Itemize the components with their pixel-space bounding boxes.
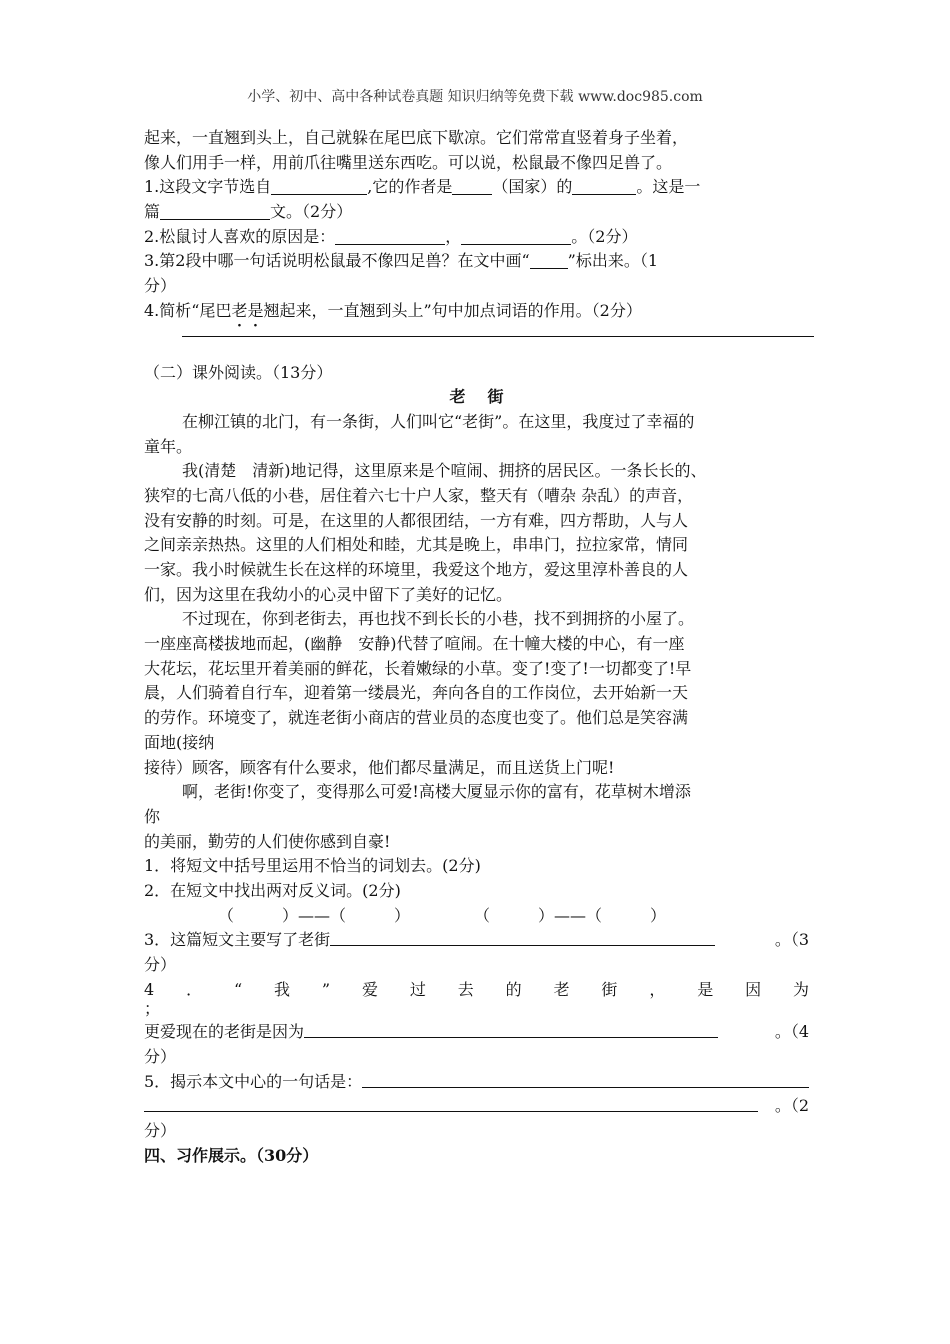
- reading-question-3: 3．这篇短文主要写了老街 。（3: [144, 930, 809, 950]
- reading-question-5: 5．揭示本文中心的一句话是：: [144, 1070, 809, 1095]
- article-title: 老街: [449, 387, 526, 407]
- answer-blank[interactable]: [461, 227, 571, 245]
- semicolon: ；: [144, 999, 161, 1019]
- article-line: 我(清楚 清新)地记得，这里原来是个喧闹、拥挤的居民区。一条长长的、: [182, 461, 707, 481]
- answer-blank[interactable]: [304, 1020, 718, 1038]
- article-line: 晨，人们骑着自行车，迎着第一缕晨光，奔向各自的工作岗位，去开始新一天: [144, 683, 689, 703]
- article-line: 的美丽，勤劳的人们使你感到自豪!: [144, 831, 391, 851]
- article-line: 不过现在，你到老街去，再也找不到长长的小巷，找不到拥挤的小屋了。: [182, 609, 695, 629]
- reading-question-4-end: 分）: [144, 1047, 177, 1067]
- answer-blank[interactable]: [160, 202, 270, 220]
- exam-content: [144, 126, 809, 1169]
- article-line: 啊，老街!你变了，变得那么可爱!高楼大厦显示你的富有，花草树木增添: [182, 782, 691, 802]
- question-1: 1.这段文字节选自 ,它的作者是 （国家）的 。这是一: [144, 177, 701, 197]
- reading-question-4: 4 ． “ 我 ” 爱 过 去 的 老 街 ， 是 因 为: [144, 979, 809, 999]
- antonym-blanks[interactable]: （ ）——（ ） （ ）——（ ）: [218, 905, 667, 925]
- reading-question-4-cont: 更爱现在的老街是因为 。（4: [144, 1022, 809, 1042]
- reading-question-5-cont: 。（2: [144, 1094, 809, 1119]
- answer-blank[interactable]: [144, 1094, 758, 1112]
- article-line: 接待）顾客，顾客有什么要求，他们都尽量满足，而且送货上门呢!: [144, 757, 615, 777]
- article-line: 在柳江镇的北门，有一条街，人们叫它“老街”。在这里，我度过了幸福的: [182, 411, 695, 431]
- reading-question-3-cont: 分）: [144, 955, 177, 974]
- answer-blank[interactable]: [362, 1070, 809, 1088]
- article-line: 童年。: [144, 436, 193, 456]
- article-line: 没有安静的时刻。可是，在这里的人都很团结，一方有难，四方帮助，人与人: [144, 510, 689, 530]
- article-line: 们，因为这里在我幼小的心灵中留下了美好的记忆。: [144, 584, 513, 604]
- article-line: 狭窄的七高八低的小巷，居住着六七十户人家，整天有（嘈杂 杂乱）的声音，: [144, 485, 694, 505]
- answer-blank[interactable]: [335, 227, 445, 245]
- question-2: 2.松鼠讨人喜欢的原因是： ， 。（2分）: [144, 226, 638, 246]
- article-line: 你: [144, 806, 161, 826]
- reading-question-5-end: 分）: [144, 1121, 177, 1141]
- article-line: 一座座高楼拔地而起，(幽静 安静)代替了喧闹。在十幢大楼的中心，有一座: [144, 634, 685, 654]
- reading-question-2: 2．在短文中找出两对反义词。(2分): [144, 880, 401, 900]
- question-3-cont: 分）: [144, 276, 177, 296]
- passage-line: 像人们用手一样，用前爪往嘴里送东西吃。可以说，松鼠最不像四足兽了。: [144, 152, 673, 172]
- article-line: 大花坛，花坛里开着美丽的鲜花，长着嫩绿的小草。变了!变了!一切都变了!早: [144, 658, 692, 678]
- article-line: 之间亲亲热热。这里的人们相处和睦，尤其是晚上，串串门，拉拉家常，情同: [144, 535, 689, 555]
- question-1-cont: 篇 文。（2分）: [144, 202, 353, 222]
- answer-blank[interactable]: [572, 177, 636, 195]
- dotted-word: 老: [231, 300, 248, 320]
- question-3: 3.第2段中哪一句话说明松鼠最不像四足兽？在文中画“ ”标出来。（1: [144, 251, 659, 271]
- answer-blank[interactable]: [271, 177, 367, 195]
- article-line: 面地(接纳: [144, 732, 215, 752]
- section-heading: （二）课外阅读。（13分）: [144, 362, 333, 382]
- article-line: 一家。我小时候就生长在这样的环境里，我爱这个地方，爱这里淳朴善良的人: [144, 560, 689, 579]
- passage-line: 起来，一直翘到头上，自己就躲在尾巴底下歇凉。它们常常直竖着身子坐着，: [144, 128, 689, 147]
- answer-blank[interactable]: [330, 928, 715, 946]
- answer-blank[interactable]: [452, 177, 492, 195]
- section-heading: 四、习作展示。（30分）: [144, 1145, 319, 1165]
- question-4: 4.简析“尾巴老是翘起来，一直翘到头上”句中加点词语的作用。（2分）: [144, 300, 642, 320]
- reading-question-1: 1．将短文中括号里运用不恰当的词划去。(2分): [144, 856, 481, 876]
- underline-mark: [530, 251, 568, 269]
- dotted-word: 是: [247, 300, 264, 320]
- page-header: 小学、初中、高中各种试卷真题 知识归纳等免费下载 www.doc985.com: [247, 89, 703, 105]
- article-line: 的劳作。环境变了，就连老街小商店的营业员的态度也变了。他们总是笑容满: [144, 708, 689, 728]
